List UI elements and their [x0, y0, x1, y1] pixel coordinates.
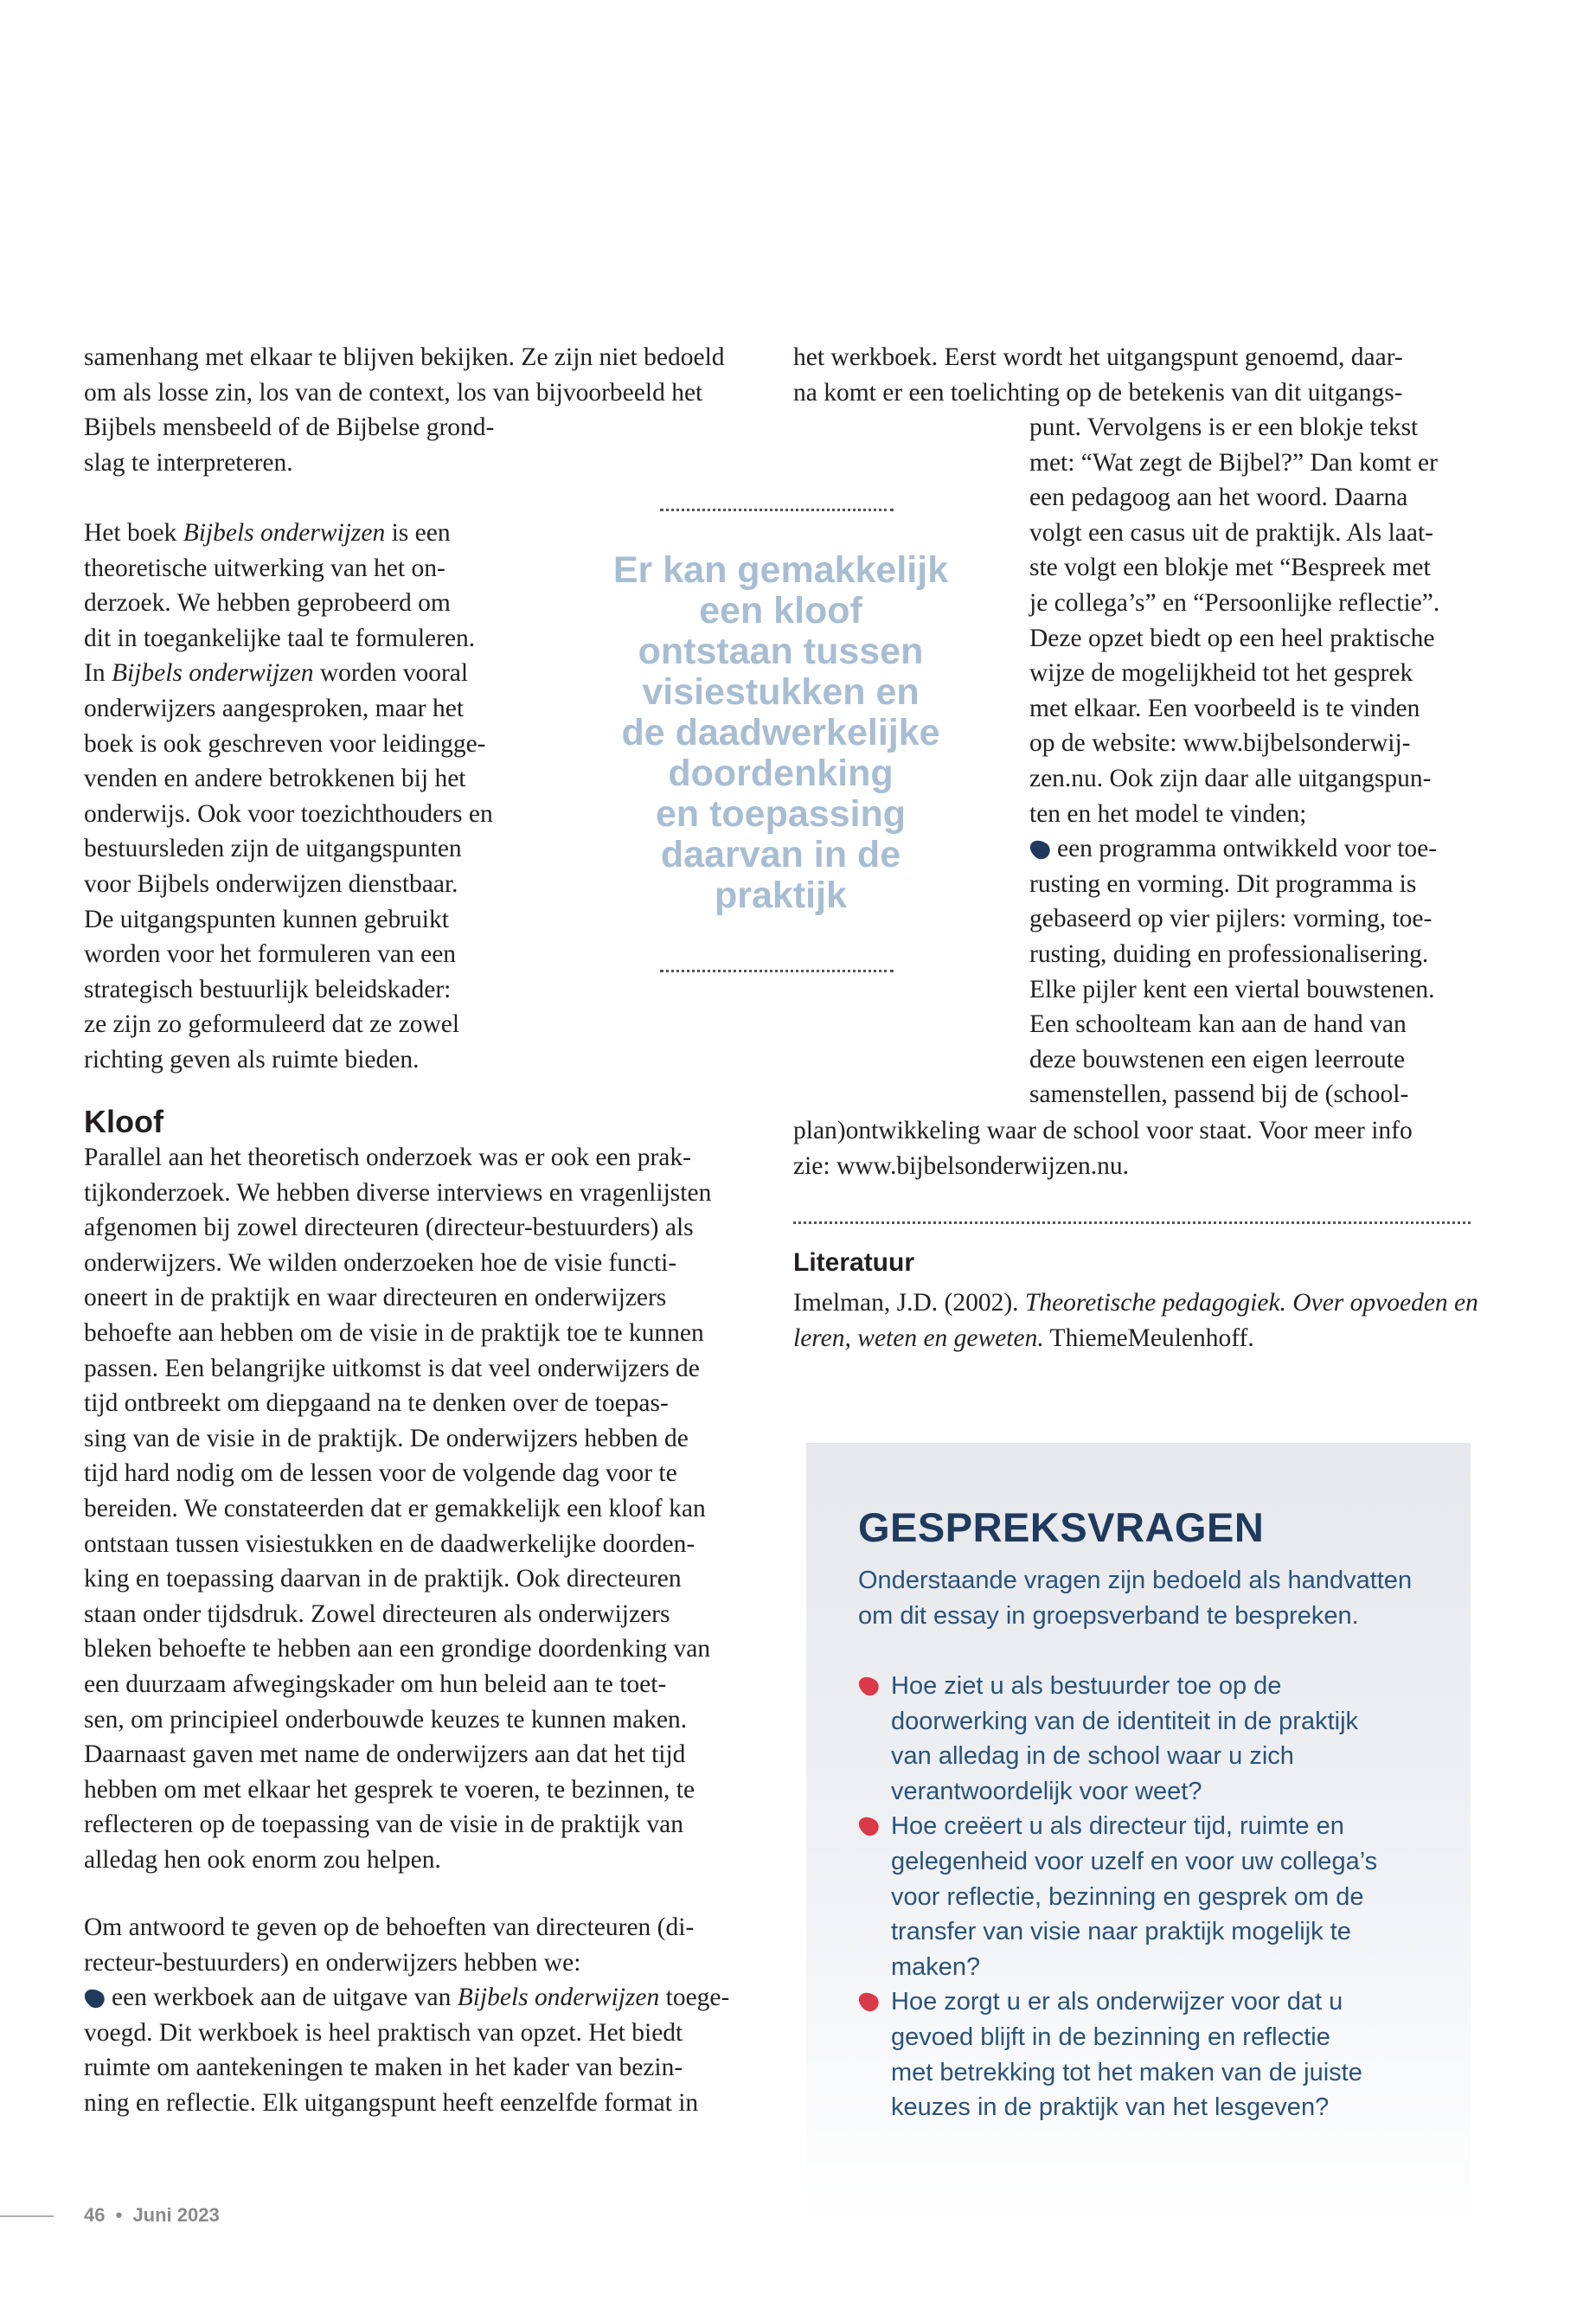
text-line: keuzes in de praktijk van het lesgeven?: [891, 2093, 1330, 2122]
quote-line: en toepassing: [655, 793, 907, 835]
page-number: 46: [84, 2204, 106, 2226]
text-line: Daarnaast gaven met name de onderwijzers aan dat het tijd: [84, 1740, 686, 1769]
answer-paragraph: [84, 1910, 729, 2121]
question-item: [858, 1984, 1446, 2125]
quote-line: daarvan in de: [660, 834, 901, 875]
question-item: [858, 1809, 1446, 1984]
text-line: samenstellen, passend bij de (school-: [1029, 1080, 1409, 1109]
bullet-icon: [855, 1989, 881, 2015]
text-line: onderwijzers. We wilden onderzoeken hoe de visie functi-: [84, 1248, 677, 1277]
text-line: met: “Wat zegt de Bijbel?” Dan komt er: [1029, 448, 1438, 477]
text-line: zie: www.bijbelsonderwijzen.nu.: [793, 1151, 1130, 1180]
text-line: hebben om met elkaar het gesprek te voeren, te bezinnen, te: [84, 1775, 695, 1804]
quote-line: praktijk: [715, 875, 847, 916]
text-line: Deze opzet biedt op een heel praktische: [1029, 624, 1435, 652]
text-line: alledag hen ook enorm zou helpen.: [84, 1845, 441, 1874]
pull-quote-bottom-rule: [660, 970, 894, 972]
text-line: Imelman, J.D. (2002). Theoretische pedagogiek. Over opvoeden en: [793, 1289, 1478, 1317]
text-line: verantwoordelijk voor weet?: [891, 1777, 1202, 1805]
text-line: leren, weten en geweten. ThiemeMeulenhoff.: [793, 1324, 1254, 1352]
kloof-heading: Kloof: [84, 1104, 163, 1139]
text-line: Een schoolteam kan aan de hand van: [1029, 1010, 1407, 1039]
text-line: slag te interpreteren.: [84, 448, 293, 477]
text-line: met elkaar. Een voorbeeld is te vinden: [1029, 694, 1420, 722]
text-line: staan onder tijdsdruk. Zowel directeuren als onderwijzers: [84, 1599, 670, 1628]
footer-rule: [0, 2215, 54, 2217]
literature-heading: Literatuur: [793, 1248, 915, 1277]
text-line: bereiden. We constateerden dat er gemakkelijk een kloof kan: [84, 1494, 706, 1522]
text-line: sen, om principieel onderbouwde keuzes te kunnen maken.: [84, 1705, 688, 1734]
text-line: boek is ook geschreven voor leidingge-: [84, 729, 486, 758]
text-line: zen.nu. Ook zijn daar alle uitgangspun-: [1029, 764, 1432, 792]
text-line: Hoe ziet u als bestuurder toe op de: [891, 1672, 1282, 1700]
right-narrow-paragraph: [1029, 410, 1439, 1112]
text-line: Onderstaande vragen zijn bedoeld als handvatten: [858, 1567, 1413, 1594]
text-line: Het boek Bijbels onderwijzen is een: [84, 519, 451, 547]
text-line: om als losse zin, los van de context, los van bijvoorbeeld het: [84, 378, 703, 407]
text-line: reflecteren op de toepassing van de visie in de praktijk van: [84, 1811, 684, 1839]
text-line: king en toepassing daarvan in de praktijk. Ook directeuren: [84, 1565, 682, 1593]
text-line: voegd. Dit werkboek is heel praktisch van opzet. Het biedt: [84, 2018, 683, 2047]
quote-line: de daadwerkelijke: [621, 712, 940, 753]
text-line: voor Bijbels onderwijzen dienstbaar.: [84, 869, 458, 898]
quote-line: een kloof: [699, 590, 862, 631]
text-line: rusting, duiding en professionalisering.: [1029, 939, 1429, 968]
left-paragraph-2: [84, 516, 493, 1078]
text-line: volgt een casus uit de praktijk. Als laat-: [1029, 518, 1433, 547]
text-line: met betrekking tot het maken van de juiste: [891, 2058, 1362, 2086]
discussion-questions: [858, 1669, 1446, 2125]
text-line: ning en reflectie. Elk uitgangspunt heeft eenzelfde format in: [84, 2088, 699, 2117]
text-line: worden voor het formuleren van een: [84, 940, 457, 969]
page-footer: [84, 2204, 220, 2227]
right-top-paragraph: [793, 340, 1403, 410]
text-line: op de website: www.bijbelsonderwij-: [1029, 729, 1411, 758]
text-line: richting geven als ruimte bieden.: [84, 1045, 420, 1074]
text-line: een duurzaam afwegingskader om hun beleid aan te toet-: [84, 1670, 667, 1698]
text-line: ontstaan tussen visiestukken en de daadwerkelijke doorden-: [84, 1529, 695, 1558]
quote-line: visiestukken en: [642, 671, 920, 713]
footer-separator: •: [115, 2204, 123, 2226]
text-line: een werkboek aan de uitgave van Bijbels onderwijzen toege-: [84, 1980, 729, 2016]
text-line: behoefte aan hebben om de visie in de praktijk toe te kunnen: [84, 1318, 704, 1347]
question-item: [858, 1669, 1446, 1809]
text-line: na komt er een toelichting op de betekenis van dit uitgangs-: [793, 378, 1403, 407]
text-line: wijze de mogelijkheid tot het gesprek: [1029, 659, 1413, 688]
text-line: strategisch bestuurlijk beleidskader:: [84, 975, 452, 1003]
text-line: samenhang met elkaar te blijven bekijken. Ze zijn niet bedoeld: [84, 343, 725, 371]
text-line: ruimte om aantekeningen te maken in het kader van bezin-: [84, 2054, 683, 2082]
text-line: Hoe zorgt u er als onderwijzer voor dat u: [891, 1988, 1343, 2016]
text-line: het werkboek. Eerst wordt het uitgangspunt genoemd, daar-: [793, 343, 1403, 371]
text-line: van alledag in de school waar u zich: [891, 1742, 1294, 1771]
text-line: bleken behoefte te hebben aan een grondige doordenking van: [84, 1635, 711, 1663]
kloof-paragraph: [84, 1140, 711, 1877]
quote-line: Er kan gemakkelijk: [612, 549, 949, 591]
text-line: In Bijbels onderwijzen worden vooral: [84, 659, 469, 688]
text-line: Hoe creëert u als directeur tijd, ruimte en: [891, 1812, 1344, 1841]
literature-divider: [793, 1221, 1471, 1224]
text-line: je collega’s” en “Persoonlijke reflectie”.: [1029, 588, 1440, 617]
text-line: tijd ontbreekt om diepgaand na te denken over de toepas-: [84, 1389, 669, 1418]
text-line: onderwijzers aangesproken, maar het: [84, 694, 465, 722]
text-line: gevoed blijft in de bezinning en reflectie: [891, 2022, 1330, 2051]
text-line: Om antwoord te geven op de behoeften van directeuren (di-: [84, 1913, 695, 1941]
text-line: een programma ontwikkeld voor toe-: [1029, 831, 1439, 867]
text-line: voor reflectie, bezinning en gesprek om de: [891, 1882, 1364, 1911]
text-line: plan)ontwikkeling waar de school voor staat. Voor meer info: [793, 1117, 1413, 1144]
text-line: Bijbels mensbeeld of de Bijbelse grond-: [84, 413, 495, 442]
text-line: ze zijn zo geformuleerd dat ze zowel: [84, 1010, 460, 1039]
text-line: passen. Een belangrijke uitkomst is dat veel onderwijzers de: [84, 1354, 700, 1382]
text-line: onderwijs. Ook voor toezichthouders en: [84, 799, 493, 828]
text-line: tijd hard nodig om de lessen voor de volgende dag voor te: [84, 1459, 677, 1488]
left-paragraph-1: [84, 340, 725, 480]
text-line: transfer van visie naar praktijk mogelijk te: [891, 1918, 1351, 1946]
text-line: tijkonderzoek. We hebben diverse interviews en vragenlijsten: [84, 1178, 712, 1207]
literature-reference: [793, 1285, 1478, 1356]
text-line: dit in toegankelijke taal te formuleren.: [84, 624, 476, 652]
text-line: ste volgt een blokje met “Bespreek met: [1029, 554, 1431, 582]
bullet-icon: [80, 1985, 107, 2011]
bullet-icon: [855, 1813, 881, 1839]
text-line: deze bouwstenen een eigen leerroute: [1029, 1045, 1406, 1074]
text-line: De uitgangspunten kunnen gebruikt: [84, 905, 449, 933]
text-line: Elke pijler kent een viertal bouwstenen.: [1029, 975, 1435, 1003]
text-line: gebaseerd op vier pijlers: vorming, toe-: [1029, 905, 1433, 933]
pull-quote: [588, 550, 973, 916]
text-line: recteur-bestuurders) en onderwijzers hebben we:: [84, 1948, 581, 1977]
text-line: bestuursleden zijn de uitgangspunten: [84, 835, 462, 863]
discussion-intro: [858, 1563, 1412, 1633]
quote-line: doordenking: [668, 753, 894, 794]
text-line: Parallel aan het theoretisch onderzoek was er ook een prak-: [84, 1144, 691, 1171]
quote-line: ontstaan tussen: [638, 631, 924, 672]
text-line: een pedagoog aan het woord. Daarna: [1029, 484, 1408, 512]
text-line: sing van de visie in de praktijk. De onderwijzers hebben de: [84, 1424, 689, 1452]
bullet-icon: [855, 1673, 881, 1699]
text-line: venden en andere betrokkenen bij het: [84, 765, 466, 793]
text-line: gelegenheid voor uzelf en voor uw collega’s: [891, 1847, 1378, 1875]
text-line: doorwerking van de identiteit in de praktijk: [891, 1707, 1359, 1735]
text-line: om dit essay in groepsverband te bespreken.: [858, 1601, 1359, 1630]
right-wide-end: [793, 1113, 1413, 1183]
text-line: afgenomen bij zowel directeuren (directeur-bestuurders) als: [84, 1214, 694, 1242]
text-line: ten en het model te vinden;: [1029, 799, 1307, 828]
text-line: punt. Vervolgens is er een blokje tekst: [1029, 413, 1419, 441]
text-line: maken?: [891, 1952, 981, 1981]
text-line: oneert in de praktijk en waar directeuren en onderwijzers: [84, 1284, 667, 1312]
issue-date: Juni 2023: [132, 2204, 220, 2226]
pull-quote-top-rule: [660, 509, 894, 511]
text-line: theoretische uitwerking van het on-: [84, 554, 445, 582]
bullet-icon: [1026, 836, 1053, 862]
text-line: derzoek. We hebben geprobeerd om: [84, 589, 451, 618]
discussion-title: GESPREKSVRAGEN: [858, 1504, 1265, 1550]
text-line: rusting en vorming. Dit programma is: [1029, 869, 1417, 898]
